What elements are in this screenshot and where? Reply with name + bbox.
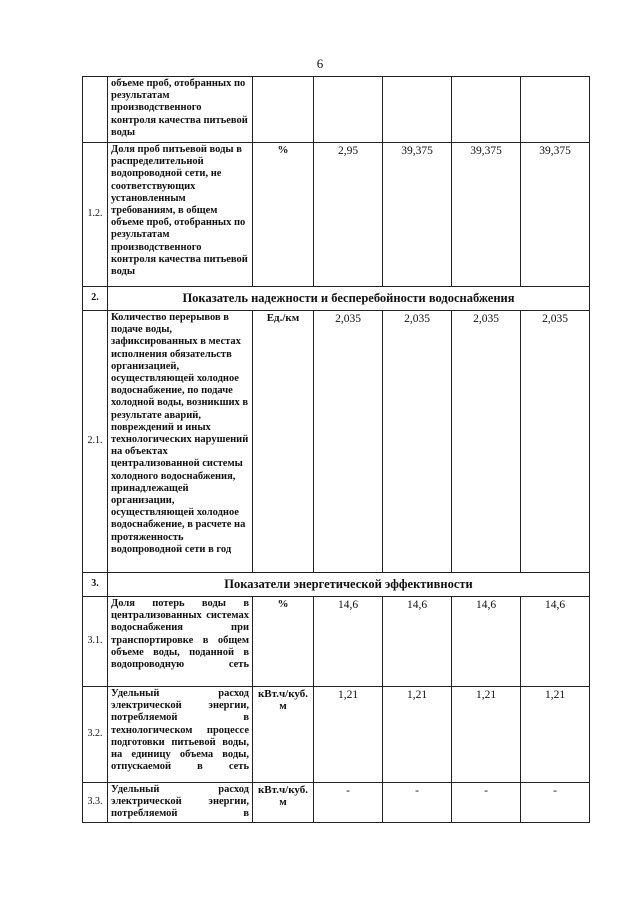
table-row	[83, 597, 590, 687]
table-row	[83, 143, 590, 287]
indicator-description: Удельный расход электрической энергии, потребляемой в	[108, 783, 253, 823]
page-number: 6	[316, 56, 324, 71]
indicator-value: -	[452, 783, 521, 823]
indicator-value: -	[383, 783, 452, 823]
unit-of-measure: кВт.ч/куб. м	[253, 687, 314, 783]
section-row	[83, 287, 590, 311]
indicator-value: 1,21	[314, 687, 383, 783]
indicator-value: 1,21	[383, 687, 452, 783]
indicator-value: 2,035	[521, 311, 590, 573]
section-title: Показатели энергетической эффективности	[108, 573, 590, 597]
row-number: 1.2.	[83, 143, 108, 287]
indicator-value	[383, 77, 452, 143]
indicator-value: -	[314, 783, 383, 823]
indicator-description: Доля потерь воды в централизованных системах водоснабжения при транспортировке в общем объеме воды, поданной в водопроводную сеть	[108, 597, 253, 687]
row-number: 3.1.	[83, 597, 108, 687]
indicator-description: объеме проб, отобранных по результатам производственного контроля качества питьевой воды	[108, 77, 253, 143]
unit-of-measure: %	[253, 143, 314, 287]
table-row	[83, 311, 590, 573]
indicator-value: 1,21	[452, 687, 521, 783]
indicator-description: Количество перерывов в подаче воды, зафиксированных в местах исполнения обязательств организацией, осуществляющей холодное водоснабжение, по подаче холодной воды, возникших в результате аварий, повреждений и иных технологических нарушений на объектах централизованной системы холодного водоснабжения, принадлежащей организации, осуществляющей холодное водоснабжение, в расчете на протяженность водопроводной сети в год	[108, 311, 253, 573]
section-row	[83, 573, 590, 597]
indicator-value: 39,375	[452, 143, 521, 287]
indicator-value: 2,035	[383, 311, 452, 573]
unit-of-measure	[253, 77, 314, 143]
table-row	[83, 783, 590, 823]
unit-of-measure: %	[253, 597, 314, 687]
indicator-value: 14,6	[314, 597, 383, 687]
row-number: 3.2.	[83, 687, 108, 783]
table-row	[83, 77, 590, 143]
indicator-value: 2,95	[314, 143, 383, 287]
indicator-value: 14,6	[521, 597, 590, 687]
indicator-value: 1,21	[521, 687, 590, 783]
indicator-description: Удельный расход электрической энергии, потребляемой в технологическом процессе подготовки питьевой воды, на единицу объема воды, отпускаемой в сеть	[108, 687, 253, 783]
indicator-value: 14,6	[383, 597, 452, 687]
indicator-value: 39,375	[521, 143, 590, 287]
indicator-description: Доля проб питьевой воды в распределительной водопроводной сети, не соответствующих установленным требованиям, в общем объеме проб, отобранных по результатам производственного контроля качества питьевой воды	[108, 143, 253, 287]
indicator-value: -	[521, 783, 590, 823]
indicator-value	[452, 77, 521, 143]
section-title: Показатель надежности и бесперебойности водоснабжения	[108, 287, 590, 311]
unit-of-measure: кВт.ч/куб. м	[253, 783, 314, 823]
section-number: 3.	[83, 573, 108, 597]
indicator-value: 14,6	[452, 597, 521, 687]
indicator-value: 2,035	[452, 311, 521, 573]
indicator-value: 39,375	[383, 143, 452, 287]
unit-of-measure: Ед./км	[253, 311, 314, 573]
table-row	[83, 687, 590, 783]
indicator-value	[314, 77, 383, 143]
indicator-value	[521, 77, 590, 143]
row-number	[83, 77, 108, 143]
indicators-table	[82, 76, 590, 823]
section-number: 2.	[83, 287, 108, 311]
indicator-value: 2,035	[314, 311, 383, 573]
row-number: 3.3.	[83, 783, 108, 823]
row-number: 2.1.	[83, 311, 108, 573]
